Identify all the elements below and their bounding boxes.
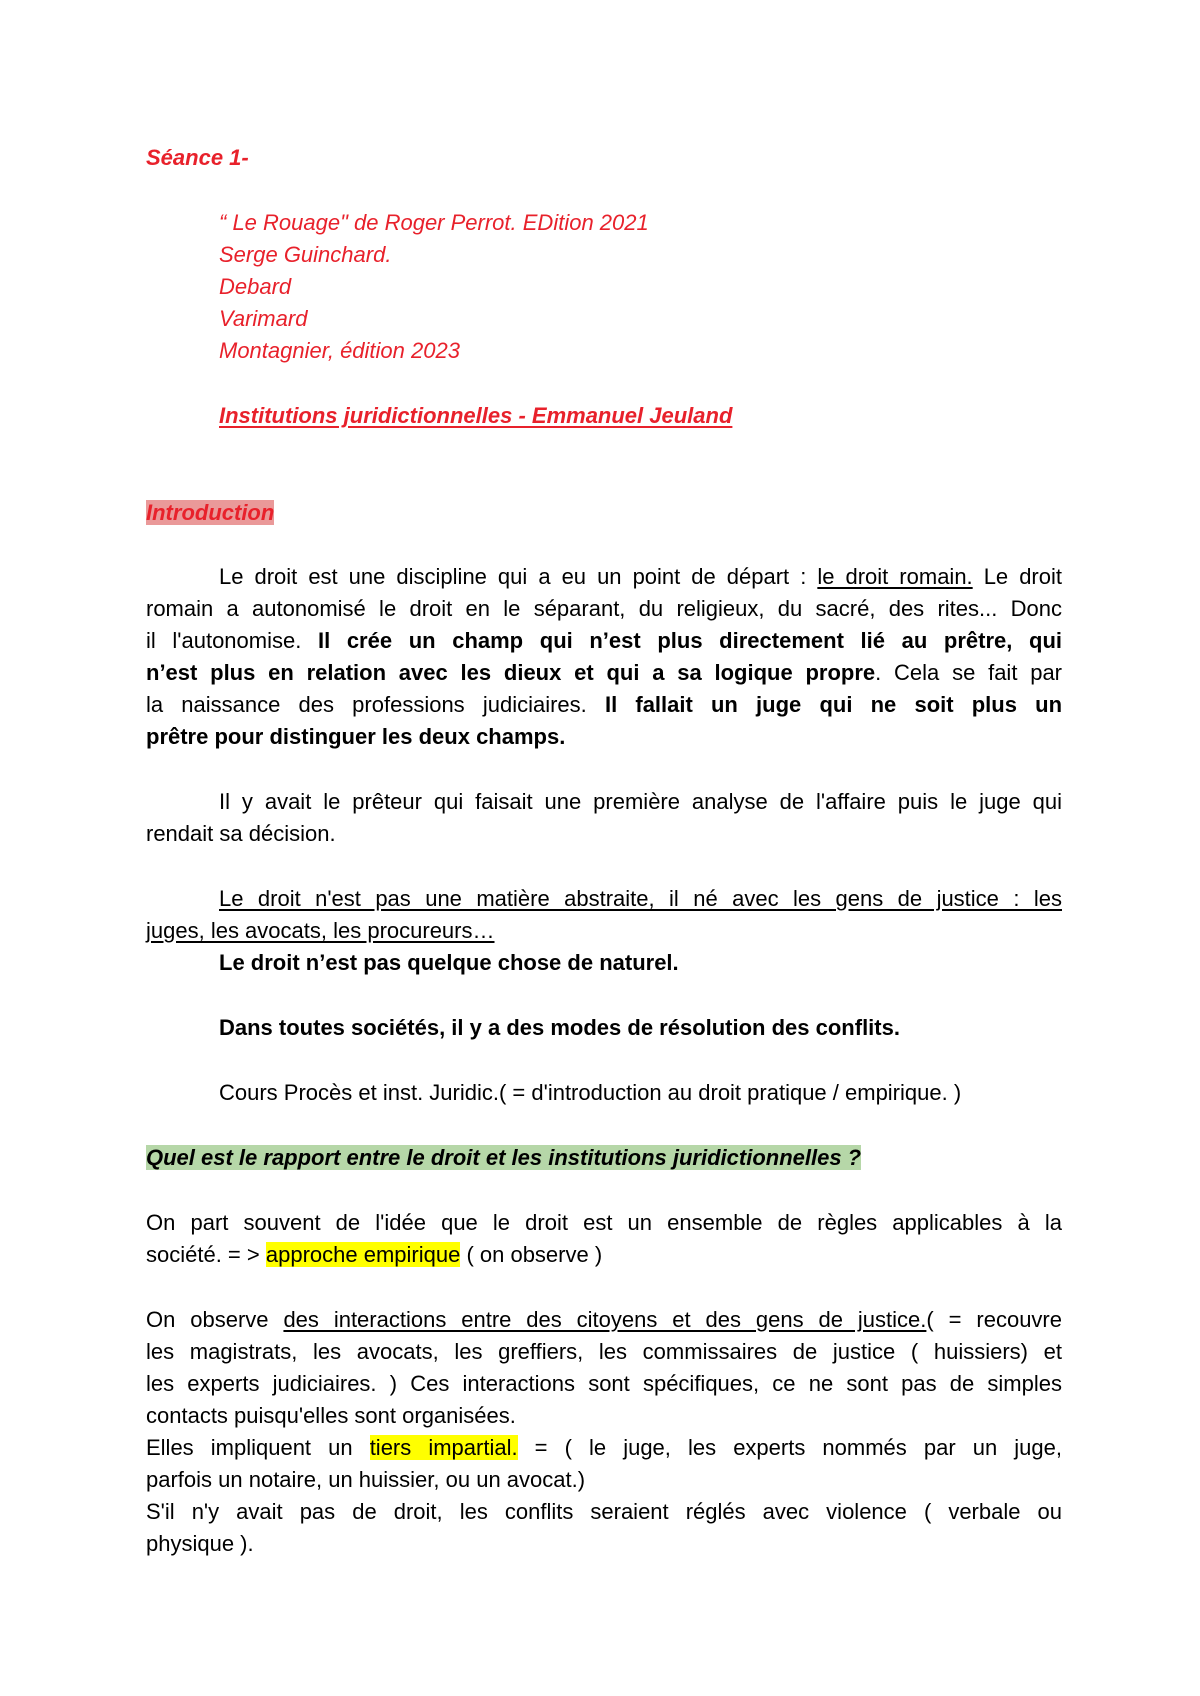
bold-text: n’est plus en relation avec les dieux et qui a sa logique propre <box>146 660 876 685</box>
bold-text: Il crée un champ qui n’est plus directement lié au prêtre, qui <box>317 628 1062 653</box>
paragraph-line: S'il n'y avait pas de droit, les conflits seraient réglés avec violence ( verbale ou <box>146 1499 1062 1524</box>
underlined-term: le droit romain. <box>817 564 973 589</box>
bold-statement: Le droit n’est pas quelque chose de naturel. <box>219 950 679 975</box>
paragraph-line: les experts judiciaires. ) Ces interactions sont spécifiques, ce ne sont pas de simples <box>146 1371 1062 1396</box>
heading-highlight: Introduction <box>146 500 275 525</box>
reference-item: Serge Guinchard. <box>219 242 392 267</box>
session-title: Séance 1- <box>146 145 249 170</box>
paragraph-line: Le droit est une discipline qui a eu un point de départ : le droit romain. Le droit <box>219 564 1062 589</box>
reference-item: Debard <box>219 274 292 299</box>
paragraph-line: les magistrats, les avocats, les greffiers, les commissaires de justice ( huissiers) et <box>146 1339 1062 1364</box>
paragraph-line: la naissance des professions judiciaires. Il fallait un juge qui ne soit plus un <box>146 692 1063 717</box>
underlined-term: des interactions entre des citoyens et des gens de justice. <box>283 1307 927 1332</box>
paragraph-line: Il y avait le prêteur qui faisait une première analyse de l'affaire puis le juge qui <box>219 789 1062 814</box>
reference-item: Varimard <box>219 306 308 331</box>
paragraph-line: il l'autonomise. Il crée un champ qui n’est plus directement lié au prêtre, qui <box>146 628 1062 653</box>
reference-item: Montagnier, édition 2023 <box>219 338 460 363</box>
reference-item: “ Le Rouage" de Roger Perrot. EDition 2021 <box>219 210 649 235</box>
paragraph-line: On observe des interactions entre des citoyens et des gens de justice.( = recouvre <box>146 1307 1062 1332</box>
section-heading-introduction <box>146 497 274 529</box>
highlighted-term: tiers impartial. <box>369 1435 518 1460</box>
question-highlight: Quel est le rapport entre le droit et les institutions juridictionnelles ? <box>146 1145 862 1170</box>
paragraph-line: romain a autonomisé le droit en le séparant, du religieux, du sacré, des rites... Donc <box>146 596 1062 621</box>
paragraph-line: On part souvent de l'idée que le droit est un ensemble de règles applicables à la <box>146 1210 1062 1235</box>
highlighted-term: approche empirique <box>265 1242 461 1267</box>
bold-statement: Dans toutes sociétés, il y a des modes de résolution des conflits. <box>219 1015 900 1040</box>
question-heading <box>146 1142 861 1174</box>
paragraph-line: prêtre pour distinguer les deux champs. <box>146 724 566 749</box>
course-line: Cours Procès et inst. Juridic.( = d'introduction au droit pratique / empirique. ) <box>219 1080 962 1105</box>
paragraph-line: physique ). <box>146 1531 254 1556</box>
paragraph-line: n’est plus en relation avec les dieux et qui a sa logique propre. Cela se fait par <box>146 660 1062 685</box>
main-reference: Institutions juridictionnelles - Emmanuel Jeuland <box>219 403 733 428</box>
bold-text: Il fallait un juge qui ne soit plus un <box>604 692 1063 717</box>
paragraph-line: société. = > approche empirique ( on observe ) <box>146 1242 603 1267</box>
paragraph-line: Le droit n'est pas une matière abstraite, il né avec les gens de justice : les <box>219 886 1062 911</box>
paragraph-line: rendait sa décision. <box>146 821 336 846</box>
paragraph-line: contacts puisqu'elles sont organisées. <box>146 1403 516 1428</box>
paragraph-line: parfois un notaire, un huissier, ou un avocat.) <box>146 1467 586 1492</box>
paragraph-line: Elles impliquent un tiers impartial. = ( le juge, les experts nommés par un juge, <box>146 1435 1062 1460</box>
paragraph-line: juges, les avocats, les procureurs… <box>146 918 495 943</box>
